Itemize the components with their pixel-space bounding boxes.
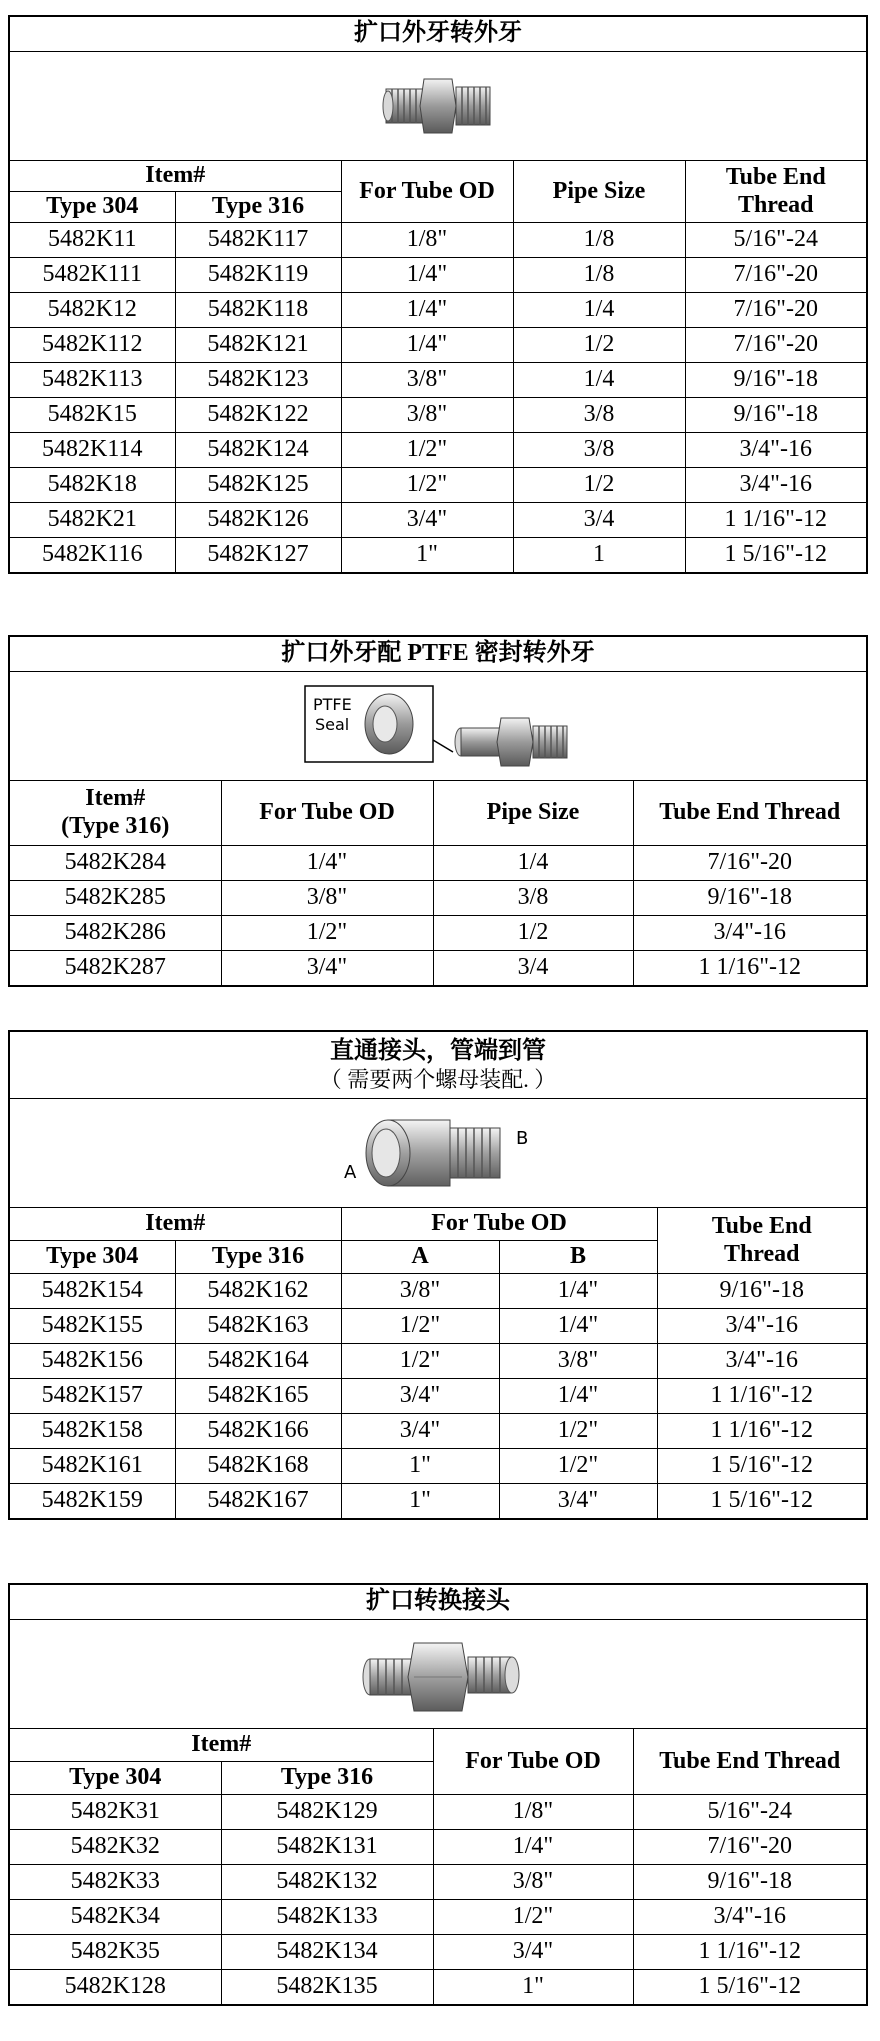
cell-tube-end-thread: 7/16"-20 — [633, 846, 867, 881]
cell-pipe-size: 3/8 — [513, 433, 685, 468]
cell-type-316: 5482K129 — [221, 1795, 433, 1830]
product-image-cell — [9, 672, 867, 781]
cell-type-304: 5482K34 — [9, 1900, 221, 1935]
cell-tube-end-thread: 9/16"-18 — [685, 363, 867, 398]
cell-tube-od: 1/2" — [433, 1900, 633, 1935]
section-title: 扩口转换接头 — [9, 1584, 867, 1620]
table-flare-ptfe-seal — [8, 635, 868, 987]
table-row — [9, 433, 867, 468]
table-row — [9, 538, 867, 574]
cell-type-304: 5482K18 — [9, 468, 175, 503]
cell-pipe-size: 1/8 — [513, 258, 685, 293]
header-col-a: A — [341, 1241, 499, 1274]
cell-tube-od: 1/2" — [221, 916, 433, 951]
cell-type-316: 5482K122 — [175, 398, 341, 433]
cell-tube-od-a: 1" — [341, 1484, 499, 1520]
cell-type-316: 5482K127 — [175, 538, 341, 574]
cell-type-304: 5482K33 — [9, 1865, 221, 1900]
cell-pipe-size: 1 — [513, 538, 685, 574]
cell-tube-end-thread: 1 5/16"-12 — [685, 538, 867, 574]
cell-tube-end-thread: 9/16"-18 — [633, 881, 867, 916]
header-tube-od: For Tube OD — [341, 161, 513, 223]
product-image-cell — [9, 52, 867, 161]
header-tube-end-line1: Tube End — [711, 1212, 812, 1239]
product-image-cell — [9, 1099, 867, 1208]
table-row — [9, 1344, 867, 1379]
table-row — [9, 1865, 867, 1900]
cell-tube-od: 1/4" — [221, 846, 433, 881]
header-tube-end-line2: Thread — [737, 191, 814, 218]
cell-pipe-size: 3/4 — [433, 951, 633, 987]
cell-pipe-size: 1/2 — [513, 468, 685, 503]
cell-pipe-size: 1/2 — [513, 328, 685, 363]
table-row — [9, 1795, 867, 1830]
cell-tube-od: 1" — [341, 538, 513, 574]
flare-male-adapter-icon — [378, 61, 498, 151]
cell-tube-od-b: 3/8" — [499, 1344, 657, 1379]
cell-pipe-size: 3/4 — [513, 503, 685, 538]
cell-type-316: 5482K118 — [175, 293, 341, 328]
cell-tube-od: 1/4" — [433, 1830, 633, 1865]
cell-type-304: 5482K161 — [9, 1449, 175, 1484]
cell-tube-od-b: 3/4" — [499, 1484, 657, 1520]
cell-type-304: 5482K112 — [9, 328, 175, 363]
header-pipe-size: Pipe Size — [513, 161, 685, 223]
table-row — [9, 258, 867, 293]
header-item: Item# — [9, 161, 341, 192]
cell-type-304: 5482K128 — [9, 1970, 221, 2006]
cell-tube-end-thread: 7/16"-20 — [685, 293, 867, 328]
table-row — [9, 1970, 867, 2006]
table-body — [9, 223, 867, 574]
table-row — [9, 916, 867, 951]
cell-type-304: 5482K154 — [9, 1274, 175, 1309]
table-row — [9, 881, 867, 916]
table-row — [9, 503, 867, 538]
cell-type-316: 5482K125 — [175, 468, 341, 503]
table-row — [9, 398, 867, 433]
cell-item-type-316: 5482K285 — [9, 881, 221, 916]
header-tube-end-line2: Thread — [723, 1240, 800, 1267]
table-row — [9, 951, 867, 987]
section-title-cell — [9, 1031, 867, 1099]
cell-pipe-size: 1/4 — [513, 363, 685, 398]
cell-tube-od-a: 3/8" — [341, 1274, 499, 1309]
table-row — [9, 1900, 867, 1935]
cell-tube-od: 1/2" — [341, 433, 513, 468]
cell-type-304: 5482K157 — [9, 1379, 175, 1414]
cell-type-304: 5482K111 — [9, 258, 175, 293]
cell-type-316: 5482K133 — [221, 1900, 433, 1935]
cell-tube-od: 1/8" — [341, 223, 513, 258]
header-item-line2: (Type 316) — [61, 813, 170, 839]
table-row — [9, 846, 867, 881]
cell-tube-end-thread: 3/4"-16 — [633, 916, 867, 951]
cell-tube-od-b: 1/4" — [499, 1379, 657, 1414]
table-body — [9, 846, 867, 987]
cell-tube-end-thread: 3/4"-16 — [685, 468, 867, 503]
cell-type-316: 5482K117 — [175, 223, 341, 258]
header-item: Item# — [9, 1729, 433, 1762]
cell-pipe-size: 3/8 — [433, 881, 633, 916]
cell-tube-end-thread: 1 5/16"-12 — [657, 1484, 867, 1520]
cell-item-type-316: 5482K287 — [9, 951, 221, 987]
cell-tube-od: 3/4" — [433, 1935, 633, 1970]
image-label-seal: Seal — [315, 715, 350, 734]
cell-tube-end-thread: 5/16"-24 — [685, 223, 867, 258]
table-row — [9, 1935, 867, 1970]
cell-pipe-size: 3/8 — [513, 398, 685, 433]
table-row — [9, 1274, 867, 1309]
cell-pipe-size: 1/4 — [433, 846, 633, 881]
cell-type-316: 5482K119 — [175, 258, 341, 293]
section-straight-union-tube-to-tube — [8, 1030, 866, 1520]
cell-tube-end-thread: 7/16"-20 — [685, 328, 867, 363]
cell-tube-end-thread: 5/16"-24 — [633, 1795, 867, 1830]
section-flare-union-adapter — [8, 1583, 866, 2006]
cell-pipe-size: 1/2 — [433, 916, 633, 951]
section-title: 扩口外牙配 PTFE 密封转外牙 — [9, 636, 867, 672]
cell-tube-end-thread: 9/16"-18 — [633, 1865, 867, 1900]
cell-type-316: 5482K126 — [175, 503, 341, 538]
table-row — [9, 1484, 867, 1520]
cell-type-316: 5482K167 — [175, 1484, 341, 1520]
cell-tube-od-a: 1/2" — [341, 1309, 499, 1344]
header-tube-end-thread: Tube End Thread — [633, 1729, 867, 1795]
cell-type-304: 5482K11 — [9, 223, 175, 258]
cell-type-316: 5482K124 — [175, 433, 341, 468]
cell-type-304: 5482K116 — [9, 538, 175, 574]
cell-tube-end-thread: 1 1/16"-12 — [657, 1379, 867, 1414]
cell-type-316: 5482K164 — [175, 1344, 341, 1379]
header-tube-od: For Tube OD — [341, 1208, 657, 1241]
union-fitting-icon — [338, 1106, 538, 1200]
section-flare-male-to-male-pipe — [8, 15, 866, 574]
ptfe-seal-adapter-icon — [303, 680, 573, 772]
header-tube-end-line1: Tube End — [725, 163, 826, 190]
image-label-ptfe: PTFE — [313, 695, 352, 714]
cell-tube-od-a: 3/4" — [341, 1414, 499, 1449]
cell-item-type-316: 5482K286 — [9, 916, 221, 951]
cell-pipe-size: 1/8 — [513, 223, 685, 258]
cell-tube-end-thread: 1 1/16"-12 — [657, 1414, 867, 1449]
cell-tube-od: 1" — [433, 1970, 633, 2006]
header-type-304: Type 304 — [9, 1241, 175, 1274]
cell-tube-od-b: 1/2" — [499, 1449, 657, 1484]
product-image-cell — [9, 1620, 867, 1729]
section-subtitle: （ 需要两个螺母装配. ） — [319, 1067, 557, 1093]
cell-type-304: 5482K12 — [9, 293, 175, 328]
cell-type-304: 5482K32 — [9, 1830, 221, 1865]
table-straight-union — [8, 1030, 868, 1520]
cell-tube-od: 1/8" — [433, 1795, 633, 1830]
cell-type-304: 5482K156 — [9, 1344, 175, 1379]
cell-tube-end-thread: 1 1/16"-12 — [633, 1935, 867, 1970]
cell-tube-od: 3/4" — [341, 503, 513, 538]
image-label-b: B — [516, 1128, 529, 1149]
cell-tube-end-thread: 1 5/16"-12 — [633, 1970, 867, 2006]
header-type-304: Type 304 — [9, 192, 175, 223]
header-item-line1: Item# — [85, 785, 146, 812]
cell-type-316: 5482K131 — [221, 1830, 433, 1865]
cell-tube-od: 3/8" — [341, 363, 513, 398]
cell-item-type-316: 5482K284 — [9, 846, 221, 881]
table-row — [9, 1379, 867, 1414]
cell-tube-od: 1/2" — [341, 468, 513, 503]
cell-tube-end-thread: 1 1/16"-12 — [633, 951, 867, 987]
section-title: 扩口外牙转外牙 — [9, 16, 867, 52]
cell-tube-end-thread: 7/16"-20 — [685, 258, 867, 293]
header-item-type-316 — [9, 781, 221, 846]
cell-tube-od-b: 1/4" — [499, 1274, 657, 1309]
cell-tube-od-a: 1" — [341, 1449, 499, 1484]
table-flare-union — [8, 1583, 868, 2006]
header-tube-end-thread — [685, 161, 867, 223]
cell-type-316: 5482K163 — [175, 1309, 341, 1344]
cell-tube-od: 3/4" — [221, 951, 433, 987]
header-type-304: Type 304 — [9, 1762, 221, 1795]
table-row — [9, 1414, 867, 1449]
cell-type-304: 5482K21 — [9, 503, 175, 538]
cell-pipe-size: 1/4 — [513, 293, 685, 328]
cell-type-304: 5482K113 — [9, 363, 175, 398]
cell-tube-end-thread: 3/4"-16 — [657, 1309, 867, 1344]
cell-type-316: 5482K162 — [175, 1274, 341, 1309]
section-flare-ptfe-seal-to-male-pipe — [8, 635, 866, 987]
header-type-316: Type 316 — [175, 1241, 341, 1274]
cell-tube-od-b: 1/2" — [499, 1414, 657, 1449]
table-row — [9, 328, 867, 363]
cell-type-304: 5482K158 — [9, 1414, 175, 1449]
table-row — [9, 223, 867, 258]
section-title: 直通接头，管端到管 — [330, 1037, 546, 1064]
cell-tube-od-a: 1/2" — [341, 1344, 499, 1379]
header-tube-end-thread — [657, 1208, 867, 1274]
cell-tube-end-thread: 3/4"-16 — [657, 1344, 867, 1379]
header-tube-od: For Tube OD — [221, 781, 433, 846]
cell-tube-od: 1/4" — [341, 293, 513, 328]
cell-type-304: 5482K155 — [9, 1309, 175, 1344]
cell-tube-od: 3/8" — [221, 881, 433, 916]
cell-tube-od: 1/4" — [341, 328, 513, 363]
header-tube-end-thread: Tube End Thread — [633, 781, 867, 846]
table-row — [9, 1309, 867, 1344]
table-body — [9, 1795, 867, 2006]
cell-type-316: 5482K168 — [175, 1449, 341, 1484]
flare-union-adapter-icon — [348, 1627, 528, 1721]
cell-type-316: 5482K135 — [221, 1970, 433, 2006]
image-label-a: A — [344, 1162, 357, 1183]
cell-type-316: 5482K166 — [175, 1414, 341, 1449]
cell-tube-end-thread: 7/16"-20 — [633, 1830, 867, 1865]
table-row — [9, 363, 867, 398]
table-row — [9, 1449, 867, 1484]
cell-tube-end-thread: 9/16"-18 — [657, 1274, 867, 1309]
header-item: Item# — [9, 1208, 341, 1241]
header-pipe-size: Pipe Size — [433, 781, 633, 846]
cell-tube-od-a: 3/4" — [341, 1379, 499, 1414]
cell-tube-od: 3/8" — [341, 398, 513, 433]
cell-tube-od: 1/4" — [341, 258, 513, 293]
header-type-316: Type 316 — [175, 192, 341, 223]
cell-type-304: 5482K15 — [9, 398, 175, 433]
cell-tube-end-thread: 1 1/16"-12 — [685, 503, 867, 538]
cell-type-304: 5482K31 — [9, 1795, 221, 1830]
cell-type-316: 5482K132 — [221, 1865, 433, 1900]
cell-tube-end-thread: 3/4"-16 — [633, 1900, 867, 1935]
cell-tube-end-thread: 3/4"-16 — [685, 433, 867, 468]
cell-type-304: 5482K35 — [9, 1935, 221, 1970]
cell-tube-end-thread: 1 5/16"-12 — [657, 1449, 867, 1484]
cell-type-316: 5482K165 — [175, 1379, 341, 1414]
cell-type-316: 5482K134 — [221, 1935, 433, 1970]
table-row — [9, 468, 867, 503]
cell-type-316: 5482K123 — [175, 363, 341, 398]
cell-type-304: 5482K159 — [9, 1484, 175, 1520]
table-row — [9, 293, 867, 328]
cell-tube-od: 3/8" — [433, 1865, 633, 1900]
cell-type-304: 5482K114 — [9, 433, 175, 468]
header-type-316: Type 316 — [221, 1762, 433, 1795]
header-tube-od: For Tube OD — [433, 1729, 633, 1795]
table-row — [9, 1830, 867, 1865]
cell-tube-od-b: 1/4" — [499, 1309, 657, 1344]
table-flare-male-to-male-pipe — [8, 15, 868, 574]
cell-type-316: 5482K121 — [175, 328, 341, 363]
cell-tube-end-thread: 9/16"-18 — [685, 398, 867, 433]
table-body — [9, 1274, 867, 1520]
header-col-b: B — [499, 1241, 657, 1274]
